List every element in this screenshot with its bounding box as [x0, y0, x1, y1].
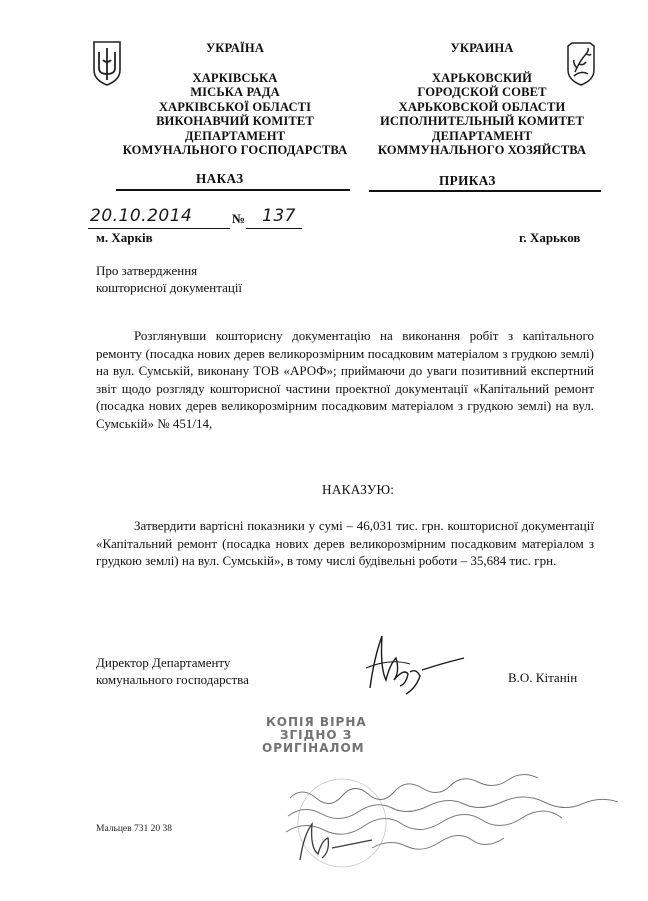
signatory-position — [96, 654, 249, 688]
order-date: 20.10.2014 — [90, 206, 193, 226]
subject-line: кошторисної документації — [96, 280, 243, 295]
order-subject — [96, 262, 242, 296]
country-name-ru: УКРАИНА — [450, 41, 514, 55]
org-line: КОММУНАЛЬНОГО ХОЗЯЙСТВА — [377, 143, 587, 157]
org-line: ГОРОДСКОЙ СОВЕТ — [417, 85, 547, 99]
org-line: КОМУНАЛЬНОГО ГОСПОДАРСТВА — [122, 143, 348, 157]
stamp-line: ОРИГІНАЛОМ — [262, 741, 365, 755]
doc-type-ua: НАКАЗ — [196, 171, 244, 186]
org-line: ВИКОНАВЧИЙ КОМІТЕТ — [156, 114, 314, 128]
org-line: МІСЬКА РАДА — [190, 85, 280, 99]
position-line: комунального господарства — [96, 672, 249, 687]
number-underline — [246, 228, 302, 229]
handwritten-certification — [282, 768, 622, 868]
stamp-line: КОПІЯ ВІРНА — [266, 715, 367, 729]
order-number: 137 — [262, 206, 296, 226]
org-line: ДЕПАРТАМЕНТ — [184, 128, 286, 143]
header-ukrainian — [115, 41, 355, 158]
order-word: НАКАЗУЮ: — [322, 482, 395, 497]
header-russian — [362, 41, 602, 158]
position-line: Директор Департаменту — [96, 655, 231, 670]
org-line: ИСПОЛНИТЕЛЬНЫЙ КОМИТЕТ — [380, 114, 584, 128]
body-paragraph-2: Затвердити вартісні показники у сумі – 46,031 тис. грн. кошторисної документації «Капітальний ремонт (посадка нових дерев великорозмірним посадковим матеріалом з грудкою землі) на вул. Сумській», в тому числі будівельні роботи – 35,684 тис. грн. — [96, 518, 594, 568]
org-line: ДЕПАРТАМЕНТ — [431, 128, 533, 143]
copy-stamp — [262, 716, 367, 755]
header-rule-right — [369, 190, 601, 192]
stamp-line: ЗГІДНО З — [280, 728, 353, 742]
number-sign: № — [232, 211, 246, 226]
body-paragraph-1: Розглянувши кошторисну документацію на виконання робіт з капітального ремонту (посадка нових дерев великорозмірним посадковим матеріалом з грудкою землі) на вул. Сумській, виконану ТОВ «АРОФ»; приймаючи до уваги позитивний експертний звіт щодо розгляду кошторисної частини проектної документації «Капітальний ремонт (посадка нових дерев великорозмірним посадковим матеріалом з грудкою землі) на вул. Сумській» № 451/14, — [96, 328, 594, 431]
org-line: ХАРЬКОВСКОЙ ОБЛАСТИ — [398, 99, 566, 114]
country-name-ua: УКРАЇНА — [205, 41, 265, 55]
signatory-name: В.О. Кітанін — [508, 670, 578, 685]
org-line: ХАРКІВСЬКА — [192, 70, 278, 85]
org-line: ХАРЬКОВСКИЙ — [431, 70, 533, 85]
header-rule-left — [116, 189, 350, 191]
director-signature — [360, 628, 470, 698]
doc-type-ru: ПРИКАЗ — [439, 173, 496, 188]
executor-contact: Мальцев 731 20 38 — [96, 824, 172, 834]
place-ru: г. Харьков — [519, 230, 581, 245]
org-line: ХАРКІВСЬКОЇ ОБЛАСТІ — [158, 99, 312, 114]
subject-line: Про затвердження — [96, 263, 198, 278]
place-ua: м. Харків — [96, 230, 153, 245]
date-underline — [88, 228, 230, 229]
